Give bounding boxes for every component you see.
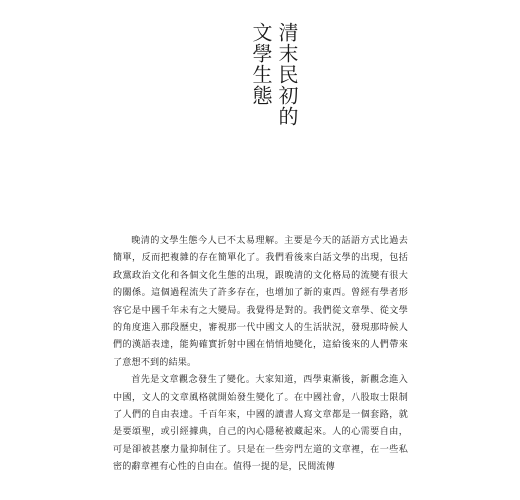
chapter-title-line-2: 文學生態 (249, 22, 273, 106)
chapter-title (250, 22, 298, 127)
paragraph-1: 晚清的文學生態今人已不太易理解。主要是今天的話語方式比過去簡單，反而把複雜的存在簡單化了。我們看後來白話文學的出現，包括政黨政治文化和各個文化生態的出現，跟晚清的文化格局的流變有很大的關係。這個過程流失了許多存在，也增加了新的東西。曾經有學者形容它是中國千年未有之大變局。我覺得是對的。我們從文章學、從文學的角度進入那段歷史，審視那一代中國文人的生活狀況，發現那時候人們的漢語表達，能夠確實折射中國在悄悄地變化，這給後來的人們帶來了意想不到的結果。 (113, 236, 408, 368)
body-text (113, 233, 408, 477)
paragraph-2: 首先是文章觀念發生了變化。大家知道，西學東漸後，新觀念進入中國，文人的文章風格就開始發生變化了。在中國社會，八股取士限制了人們的自由表達。千百年來，中國的讀書人寫文章都是一個套路，就是要頌聖，或引經據典，自己的內心隱秘被藏起來。人的心需要自由，可是卻被甚麼力量抑制住了。只是在一些旁門左道的文章裡，在一些私密的辭章裡有心性的自由在。值得一提的是，民間流傳 (113, 375, 408, 473)
chapter-title-line-1: 清末民初的 (275, 22, 299, 127)
